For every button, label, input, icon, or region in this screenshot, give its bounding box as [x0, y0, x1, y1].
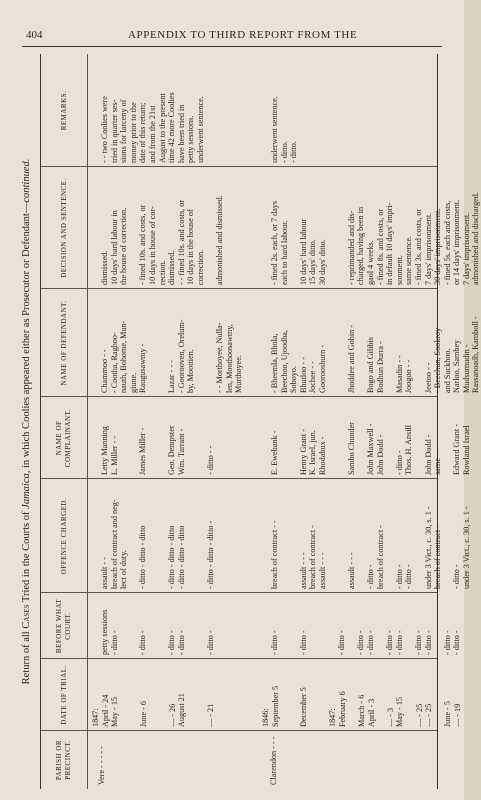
cases-table: [40, 54, 481, 789]
table-cell: - fined 2s. each, or 7 days each to hard labour. 10 days' hard labour 15 days' ditto. 30 days' ditto. - reprimanded and dis- charged, having been in gaol 4 weeks. - fined 8s. and costs, or in default 10 days' impri- sonment. same sentence. - fined 3s. and costs, or 7 days' imprisonment. 30 days' imprisonment. - fined 5s. each and costs, or 14 days' imprisonment. 7 days' imprisonment. admonished and discharged.: [270, 192, 481, 285]
column-header: PARISH OR PRECINCT.: [41, 731, 88, 789]
column-header: NAME OF COMPLAINANT.: [41, 397, 88, 479]
column-header: OFFENCE CHARGED.: [41, 479, 88, 593]
table-cell: - Bheemla, Bhola, Beechoo, Ujoodha, Soboyo. Bhutloo - - Jochee - - Goorooshurn - Jhoddee and Gohin - Bogo and Gilibis Bodhun Durra - Masadin - - Joogoo - - Jeetoo - - - Beechun, Sookroy and Suckhoo. Narloo, Sambey Mudsumudin - Rassanoadh, Kamboll -: [270, 316, 481, 393]
table-cell: - - two Coolies were tried in quarter ses- sions for larceny of money prior to the date of this return; and from the 21st August to the present time 42 more Coolies have been tried in petty sessions. underwent sentence.: [100, 92, 205, 163]
column-decision: [41, 166, 481, 289]
table-cell: Clarendon - - -: [269, 736, 278, 785]
table-cell: 1847: April - 24 May - 15 June - 6 — - 26 August 21 — - 21: [91, 693, 216, 727]
table-cell: 1846: September 5 December 5 1847: February 6 March - 6 April - 3 — - 3 May - 15 — - 25 — - 25 June - 5 — - 19: [261, 685, 462, 727]
table-cell: underwent sentence. - ditto. - ditto.: [270, 96, 299, 163]
table-caption: Return of all Cases Tried in the Courts of Jamaica, in which Coolies appeared either as Prosecutor or Defendant—continued.: [21, 158, 32, 685]
column-parish: [41, 730, 437, 789]
header-rule: [22, 46, 442, 47]
column-header: NAME OF DEFENDANT.: [41, 289, 88, 397]
table-cell: Letty Manning L. Miller - - James Miller - Geo. Dempster Wm. Tarrant - - ditto - -: [100, 425, 215, 475]
rotated-table-block: [16, 54, 481, 789]
column-header: REMARKS.: [41, 54, 88, 167]
running-header: APPENDIX TO THIRD REPORT FROM THE: [128, 29, 358, 41]
column-header: BEFORE WHAT COURT.: [41, 593, 88, 659]
page-number: 404: [26, 29, 43, 41]
table-cell: breach of contract - - assault - - - breach of contract - assault - - - assault - - - - ditto - breach of contract - - ditto - - ditto - under 3 Vict., c. 30, s. 1 - breach of contract - - ditto - under 3 Vict., c. 30, s. 1 -: [270, 506, 471, 589]
column-remarks: [41, 54, 437, 167]
table-cell: assault - - breach of contract and neg- lect of duty. - ditto - ditto - ditto - ditto - ditto - ditto - ditto - ditto - ditto - ditto - ditto - ditto -: [100, 499, 215, 589]
column-court: [41, 592, 462, 659]
table-cell: - ditto - - ditto - - ditto - - ditto - - ditto - - ditto - - ditto - - ditto - - ditto - - ditto - - ditto -: [270, 630, 462, 655]
column-header: DECISION AND SENTENCE.: [41, 167, 88, 289]
table-cell: petty sessions - ditto - - ditto - - ditto - - ditto - - ditto -: [100, 609, 215, 655]
table-cell: E. Ewebank - Henry Grant - K. Israel, jun. Rhodabux - Sambo Chunder John Maxwell - John Dodd - - ditto - Thos. H. Ansill John Dodd - same - - Edward Grant - Rowland Israel: [270, 422, 471, 475]
column-date: [41, 658, 462, 731]
table-cell: dismissed. 10 days' hard labour in the house of correction. - fined 10s. and costs, or 10 days in house of cor- rection. dismissed. - - fined 10s. and costs, or 10 days in the house of correction. admonished and dismissed.: [100, 195, 225, 285]
table-cell: Chammoo - - - Cootha, Raghoo- nauth, Bohome, Mun- giune. Raugusawmy - Lazar - - - - Goorooven, Orelum- by, Moottien. - - Morthoyee, Nulla- len, Moothoosawmy, Murthoyee.: [100, 319, 244, 393]
column-header: DATE OF TRIAL.: [41, 659, 88, 731]
table-cell: Vere - - - - -: [97, 746, 106, 785]
column-complainant: [41, 396, 471, 479]
column-offence: [41, 478, 471, 593]
column-defendant: [41, 288, 481, 397]
